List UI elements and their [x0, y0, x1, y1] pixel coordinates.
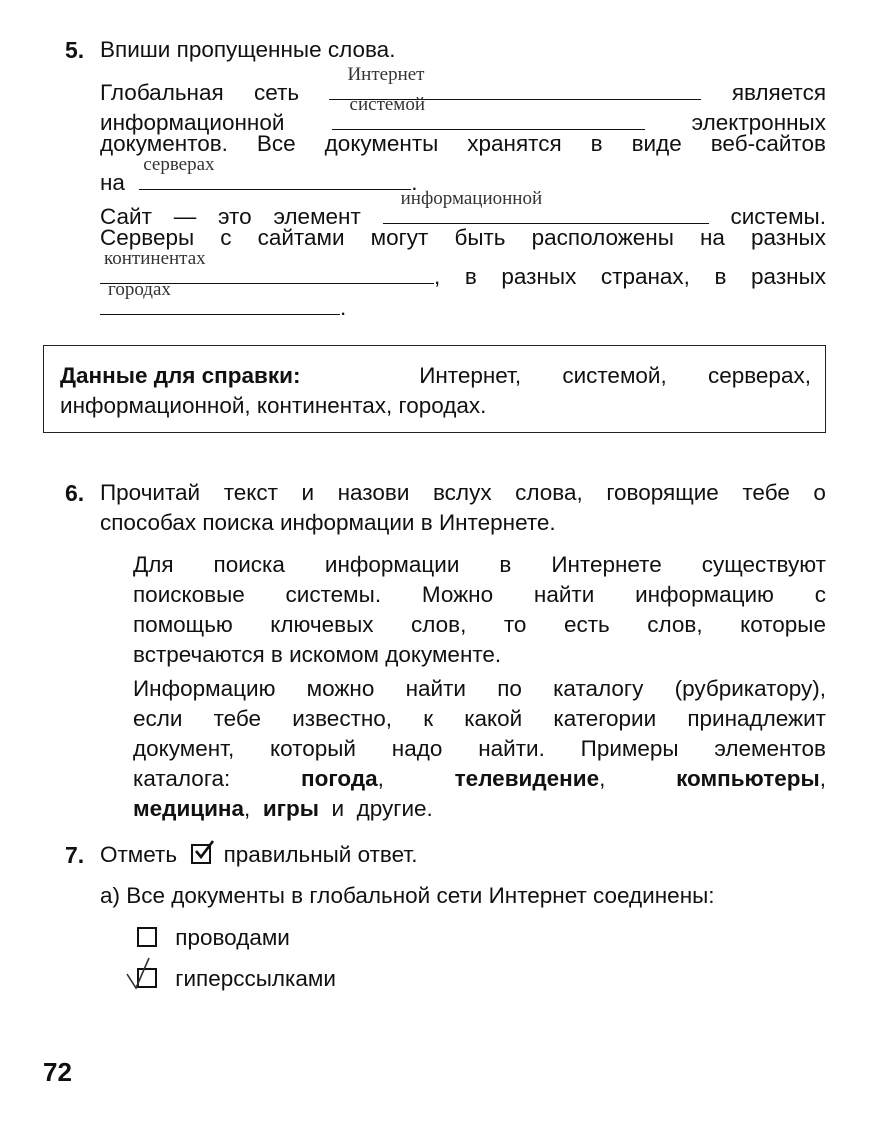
task-6-text-line [133, 610, 826, 640]
word: есть [563, 612, 610, 637]
answer-blank-informatsionnoy[interactable] [383, 188, 709, 224]
word: слова, [515, 480, 583, 505]
word: найти. [478, 736, 545, 761]
checkmark-example-icon [191, 844, 211, 864]
option-label: проводами [175, 925, 290, 950]
reference-line-1: Данные для справки: Интернет, системой, серверах, [60, 361, 811, 391]
option-wires[interactable] [137, 923, 290, 953]
task-5-line-2: информационной системой электронных [100, 99, 826, 138]
task-6-text-line [133, 550, 826, 580]
word: то [503, 612, 527, 637]
word: которые [740, 612, 826, 637]
reference-label [60, 361, 378, 391]
word: если [133, 706, 183, 731]
task-6-text-line [133, 674, 826, 704]
word: можно [306, 676, 375, 701]
word: элементов [714, 736, 826, 761]
task-5-line-6: Серверы с сайтами могут быть расположены на разных [100, 225, 826, 250]
word: принадлежит [687, 706, 826, 731]
word: говорящие [606, 480, 719, 505]
answer-blank-sistemoy[interactable] [332, 94, 645, 130]
word: документ, [133, 736, 235, 761]
task-6-text-line [133, 580, 826, 610]
task-6-catalog-line: каталога: погода, телевидение, компьютеры, [133, 766, 826, 791]
word: Можно [421, 582, 494, 607]
word: ключевых [270, 612, 374, 637]
handwritten-answer: континентах [104, 248, 206, 269]
word: известно, [292, 706, 393, 731]
handwritten-answer: Интернет [347, 64, 425, 85]
word: Прочитай [100, 480, 201, 505]
task-5-line-8: городах . [100, 284, 346, 323]
word: Интернете [551, 552, 662, 577]
task-5-line-7: континентах , в разных странах, в разных [100, 253, 826, 292]
word: слов, [647, 612, 703, 637]
word: по [497, 676, 522, 701]
option-hyperlinks[interactable] [137, 964, 336, 994]
word: назови [337, 480, 410, 505]
task-6-number: 6. [65, 480, 85, 506]
task-6-text-line: встречаются в искомом документе. [133, 642, 502, 667]
word: Примеры [580, 736, 679, 761]
task-6-question-line-1 [100, 478, 826, 508]
task-6-text-line [133, 704, 826, 734]
word: существуют [701, 552, 826, 577]
page-number: 72 [43, 1057, 72, 1087]
word: информации [324, 552, 460, 577]
word: поиска [213, 552, 285, 577]
word: поисковые [133, 582, 245, 607]
word: о [813, 480, 826, 505]
word: с [814, 582, 826, 607]
word: надо [391, 736, 443, 761]
word: системы. [285, 582, 382, 607]
task-7-instruction: Отметь правильный ответ. [100, 842, 418, 867]
task-5-number: 5. [65, 37, 85, 63]
task-5-line-5: Сайт — это элемент информационной системы. [100, 193, 826, 232]
word: Информацию [133, 676, 276, 701]
word: найти [405, 676, 466, 701]
checkbox-unchecked[interactable] [137, 927, 157, 947]
task-5-heading: Впиши пропущенные слова. [100, 37, 396, 62]
answer-blank-serverah[interactable] [139, 154, 411, 190]
word: и [301, 480, 315, 505]
word: Для [133, 552, 174, 577]
task-5-line-1: Глобальная сеть Интернет является [100, 69, 826, 108]
catalog-item-games: игры [262, 796, 319, 821]
word: (рубрикатору), [674, 676, 826, 701]
word: тебе [213, 706, 262, 731]
word: который [270, 736, 356, 761]
catalog-item-computers: компьютеры [676, 766, 820, 791]
reference-box [43, 345, 826, 433]
catalog-item-medicine: медицина [133, 796, 245, 821]
word: какой [464, 706, 523, 731]
task-6-text-line [133, 734, 826, 764]
word: найти [533, 582, 595, 607]
handwritten-answer: серверах [143, 154, 215, 175]
word: категории [553, 706, 657, 731]
handwritten-answer: информационной [400, 188, 543, 209]
catalog-item-weather: погода [301, 766, 378, 791]
word: в [499, 552, 512, 577]
checkbox-checked[interactable] [137, 968, 157, 988]
task-7-question: а) Все документы в глобальной сети Интернет соединены: [100, 883, 715, 908]
answer-blank-gorodah[interactable] [100, 279, 340, 315]
word: слов, [411, 612, 467, 637]
task-5-line-3: документов. Все документы хранятся в виде веб-сайтов [100, 131, 826, 156]
word: информацию [635, 582, 774, 607]
task-5-line-4: на серверах . [100, 159, 417, 198]
word: помощью [133, 612, 233, 637]
task-7-number: 7. [65, 842, 85, 868]
handwritten-answer: городах [108, 279, 171, 300]
word: к [423, 706, 434, 731]
reference-label-text: Данные для справки: [60, 363, 301, 388]
reference-line-2: информационной, континентах, городах. [60, 393, 487, 418]
word: каталогу [553, 676, 644, 701]
word: тебе [742, 480, 790, 505]
word: вслух [432, 480, 492, 505]
word: текст [223, 480, 278, 505]
task-6-question-line-2: способах поиска информации в Интернете. [100, 510, 556, 535]
task-6-catalog-line-2: медицина, игры и другие. [133, 796, 433, 821]
catalog-item-tv: телевидение [454, 766, 600, 791]
option-label: гиперссылками [175, 966, 336, 991]
handwritten-answer: системой [349, 94, 425, 115]
